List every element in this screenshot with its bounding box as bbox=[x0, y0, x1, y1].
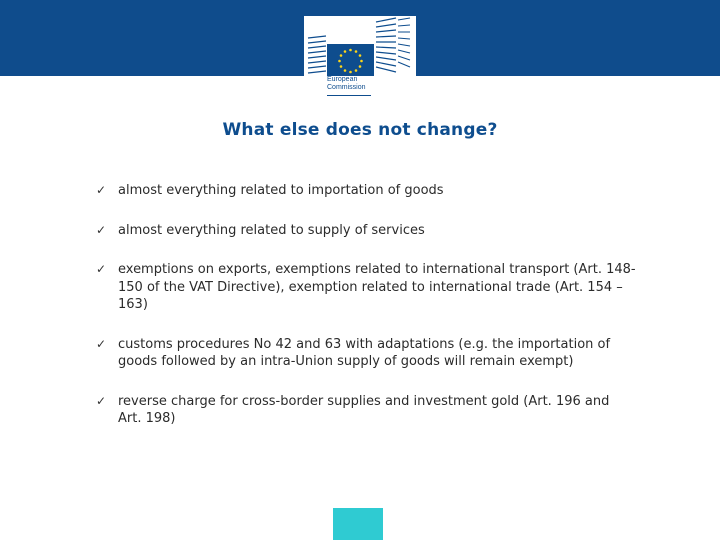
european-commission-logo bbox=[304, 16, 416, 100]
slide-title: What else does not change? bbox=[222, 120, 498, 140]
bullet-item bbox=[96, 393, 636, 428]
footer-accent-tab bbox=[333, 508, 383, 540]
building-pages-icon bbox=[304, 16, 416, 76]
check-icon: ✓ bbox=[96, 393, 107, 408]
logo-underline bbox=[327, 95, 371, 96]
bullet-item bbox=[96, 222, 636, 240]
bullet-item bbox=[96, 336, 636, 371]
check-icon: ✓ bbox=[96, 183, 107, 197]
bullet-item bbox=[96, 261, 636, 314]
bullet-list bbox=[96, 182, 636, 428]
bullet-text: exemptions on exports, exemptions related to international transport (Art. 148-150 of the VAT Directive), exemption related to international trade (Art. 154 – 163) bbox=[118, 262, 636, 312]
bullet-text: almost everything related to importation of goods bbox=[118, 183, 444, 198]
check-icon: ✓ bbox=[96, 222, 107, 237]
check-icon: ✓ bbox=[96, 336, 107, 351]
logo-wordmark bbox=[327, 76, 366, 92]
logo-line-1: European bbox=[327, 76, 358, 83]
check-icon: ✓ bbox=[96, 262, 107, 276]
bullet-item bbox=[96, 182, 636, 200]
bullet-text: customs procedures No 42 and 63 with adaptations (e.g. the importation of goods followed by an intra-Union supply of goods will remain exempt) bbox=[118, 336, 611, 369]
bullet-text: almost everything related to supply of services bbox=[118, 222, 425, 238]
bullet-text: reverse charge for cross-border supplies and investment gold (Art. 196 and Art. 198) bbox=[118, 393, 610, 426]
logo-line-2: Commission bbox=[327, 84, 366, 91]
